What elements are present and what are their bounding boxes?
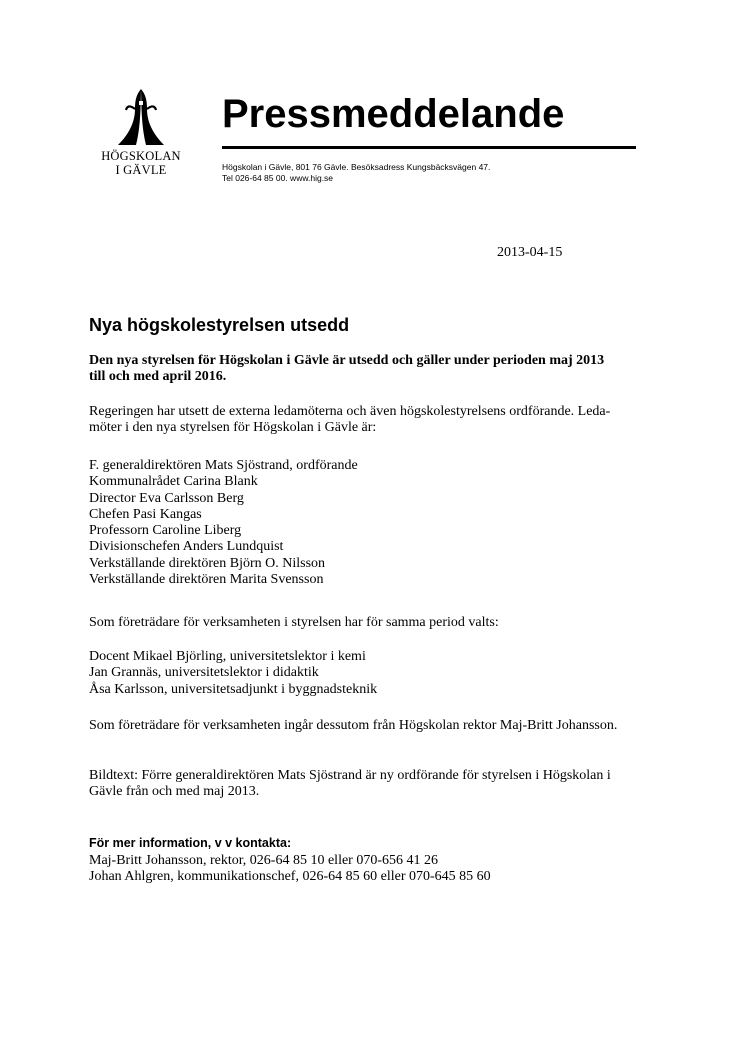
contact-line: Tel 026-64 85 00. www.hig.se [222, 172, 334, 183]
representative: Jan Grannäs, universitetslektor i didaktik [89, 665, 319, 681]
board-member: F. generaldirektören Mats Sjöstrand, ordförande [89, 458, 358, 473]
representative: Docent Mikael Björling, universitetslektor i kemi [89, 649, 366, 664]
board-member: Chefen Pasi Kangas [89, 506, 202, 522]
contact-heading: För mer information, v v kontakta: [89, 836, 292, 850]
board-member: Divisionschefen Anders Lundquist [89, 539, 284, 555]
university-emblem-icon [106, 87, 176, 147]
board-member: Kommunalrådet Carina Blank [89, 474, 258, 490]
representatives-intro-text: Som företrädare för verksamheten i styrelsen har för samma period valts: [89, 615, 499, 630]
release-date: 2013-04-15 [497, 245, 563, 260]
board-member: Director Eva Carlsson Berg [89, 490, 244, 506]
caption-line: Gävle från och med maj 2013. [89, 784, 260, 800]
lead-line: till och med april 2016. [89, 369, 227, 385]
board-member: Verkställande direktören Björn O. Nilsson [89, 555, 326, 571]
board-member: Professorn Caroline Liberg [89, 523, 242, 539]
representatives-list [89, 649, 669, 698]
image-caption [89, 768, 669, 801]
lead-paragraph [89, 353, 669, 386]
intro-paragraph [89, 404, 669, 437]
headline: Nya högskolestyrelsen utsedd [89, 315, 350, 335]
board-member: Verkställande direktören Marita Svensson [89, 572, 324, 588]
rector-paragraph [89, 718, 669, 734]
representative: Åsa Karlsson, universitetsadjunkt i byggnadsteknik [89, 681, 378, 697]
contact-person: Maj-Britt Johansson, rektor, 026-64 85 10 eller 070-656 41 26 [89, 853, 439, 868]
contact-person: Johan Ahlgren, kommunikationschef, 026-64 85 60 eller 070-645 85 60 [89, 869, 491, 885]
address-line: Högskolan i Gävle, 801 76 Gävle. Besöksadress Kungsbäcksvägen 47. [222, 162, 491, 172]
caption-line: Bildtext: Förre generaldirektören Mats Sjöstrand är ny ordförande för styrelsen i Högskolan i [89, 768, 611, 783]
logo-text-line-1: HÖGSKOLAN [101, 149, 181, 163]
intro-line: Regeringen har utsett de externa ledamöterna och även högskolestyrelsens ordförande. Leda- [89, 404, 611, 419]
intro-line: möter i den nya styrelsen för Högskolan i Gävle är: [89, 420, 377, 436]
rector-text: Som företrädare för verksamheten ingår dessutom från Högskolan rektor Maj-Britt Johansson. [89, 718, 618, 733]
title-divider [222, 146, 636, 149]
university-logo [88, 87, 194, 181]
board-members-list [89, 458, 669, 588]
address-block [222, 162, 490, 183]
logo-text-line-2: I GÄVLE [115, 163, 167, 177]
contact-list [89, 853, 669, 886]
lead-line: Den nya styrelsen för Högskolan i Gävle är utsedd och gäller under perioden maj 2013 [89, 353, 605, 368]
document-title: Pressmeddelande [222, 92, 565, 136]
representatives-intro [89, 615, 669, 631]
